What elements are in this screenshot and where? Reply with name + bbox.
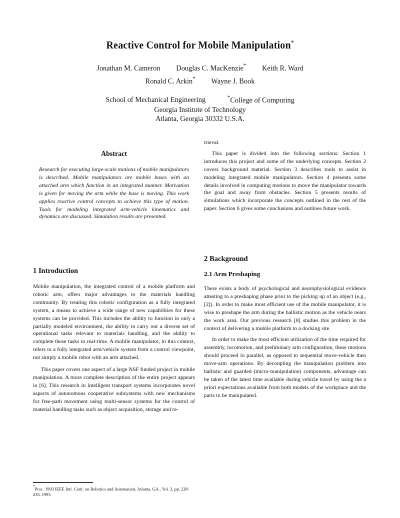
section-1-body xyxy=(33,284,195,415)
paragraph: In order to make the most efficient utilization of the time required for assembly, locomotion, and preliminary arm configuration, these motions should proceed in parallel, as opposed to sequential move-vehicle then move-arm operations. By decoupling the manipulation problem into ballistic and guarded (micro-manipulation) components, advantage can be taken of the latest time available during vehicle travel by using the a priori expectations available from both models of the workplace and the parts to be manipulated. xyxy=(204,337,366,399)
author-line-1 xyxy=(0,61,400,74)
author: Jonathan M. Cameron xyxy=(96,64,161,73)
author-list xyxy=(0,61,400,88)
paragraph: There exists a body of psychological and neurophysiological evidence attesting to a preshaping phase prior to the picking up of an object (e.g., [2]). In order to make most efficient use of the mobile manipulator, it is wise to preshape the arm during the ballistic motion as the vehicle nears the work area. Our previous research [8] studies this problem in the context of delivering a mobile platform to a docking site. xyxy=(204,286,366,332)
paper-title xyxy=(0,40,400,51)
affiliation-block xyxy=(0,94,400,125)
author-line-2 xyxy=(0,74,400,87)
section-2-heading: 2 Background xyxy=(204,254,248,263)
college-name: *College of Computing xyxy=(227,95,295,105)
section-1-heading: 1 Introduction xyxy=(33,266,79,275)
abstract-text: Research for executing large-scale motions of mobile manipulators is described. Mobile manipulators are mobile bases with an attached arm which function in an integrated manner. Motivation is given for moving the arm while the base is moving. This work applies reactive control concepts to achieve this type of motion. Tools for modeling integrated arm-vehicle kinematics and dynamics are discussed. Simulation results are presented. xyxy=(39,167,189,221)
affiliation-line-1 xyxy=(0,94,400,106)
footnote-divider xyxy=(33,482,93,483)
paragraph: This paper covers one aspect of a large NSF funded project in mobile manipulation. A more complete description of the entire project appears in [6]. This research in intelligent transport systems incorporates novel aspects of autonomous cooperative subsystems with new mechanisms for free-path movement using multi-sensor systems for the control of material handling tasks such as object acquisition, storage and re- xyxy=(33,367,195,413)
subsection-2-1-heading: 2.1 Arm Preshaping xyxy=(204,271,261,278)
abstract-heading: Abstract xyxy=(100,150,128,158)
paragraph: This paper is divided into the following sections: Section 1 introduces this project and some of the underlying concepts. Section 2 covers background material. Section 3 describes tools to assist in modeling integrated mobile manipulators. Section 4 presents some details involved in computing motions to move the manipulator towards the goal and away from obstacles. Section 5 presents results of simulations which incorporate the concepts outlined in the rest of the paper. Section 6 gives some conclusions and outlines future work. xyxy=(204,150,366,213)
institute-city: Atlanta, Georgia 30332 U.S.A. xyxy=(155,115,245,124)
author: Douglas C. MacKenzie* xyxy=(176,63,247,73)
author: Ronald C. Arkin* xyxy=(145,76,196,86)
author: Wayne J. Book xyxy=(211,77,255,86)
title-footnote-mark: * xyxy=(290,40,294,46)
section-2-body xyxy=(204,286,366,401)
footnote: *Proc. 1993 IEEE Intl. Conf. on Robotics and Automation, Atlanta, GA., Vol. 3, pp. 228-233, 1993 xyxy=(33,485,190,498)
paragraph: Mobile manipulation, the integrated control of a mobile platform and robotic arm, offers major advantages to the materials handling community. By treating this robotic configuration as a fully integrated system, a means to achieve a wide range of new capabilities for these systems can be provided. This includes the ability to function in only a partially modeled environment, the ability to carry out a diverse set of operational tasks relevant to materials handling, and the ability to complete these tasks in real-time. A mobile manipulator, in this context, refers to a fully integrated arm/vehicle system from a control viewpoint, not simply a mobile robot with an arm attached. xyxy=(33,284,195,362)
institute-name: Georgia Institute of Technology xyxy=(154,105,246,114)
author: Keith R. Ward xyxy=(261,64,304,73)
intro-continued xyxy=(204,140,366,214)
title-text: Reactive Control for Mobile Manipulation xyxy=(106,40,291,52)
school-name: School of Mechanical Engineering xyxy=(105,96,206,105)
paragraph: trieval. xyxy=(204,140,220,146)
